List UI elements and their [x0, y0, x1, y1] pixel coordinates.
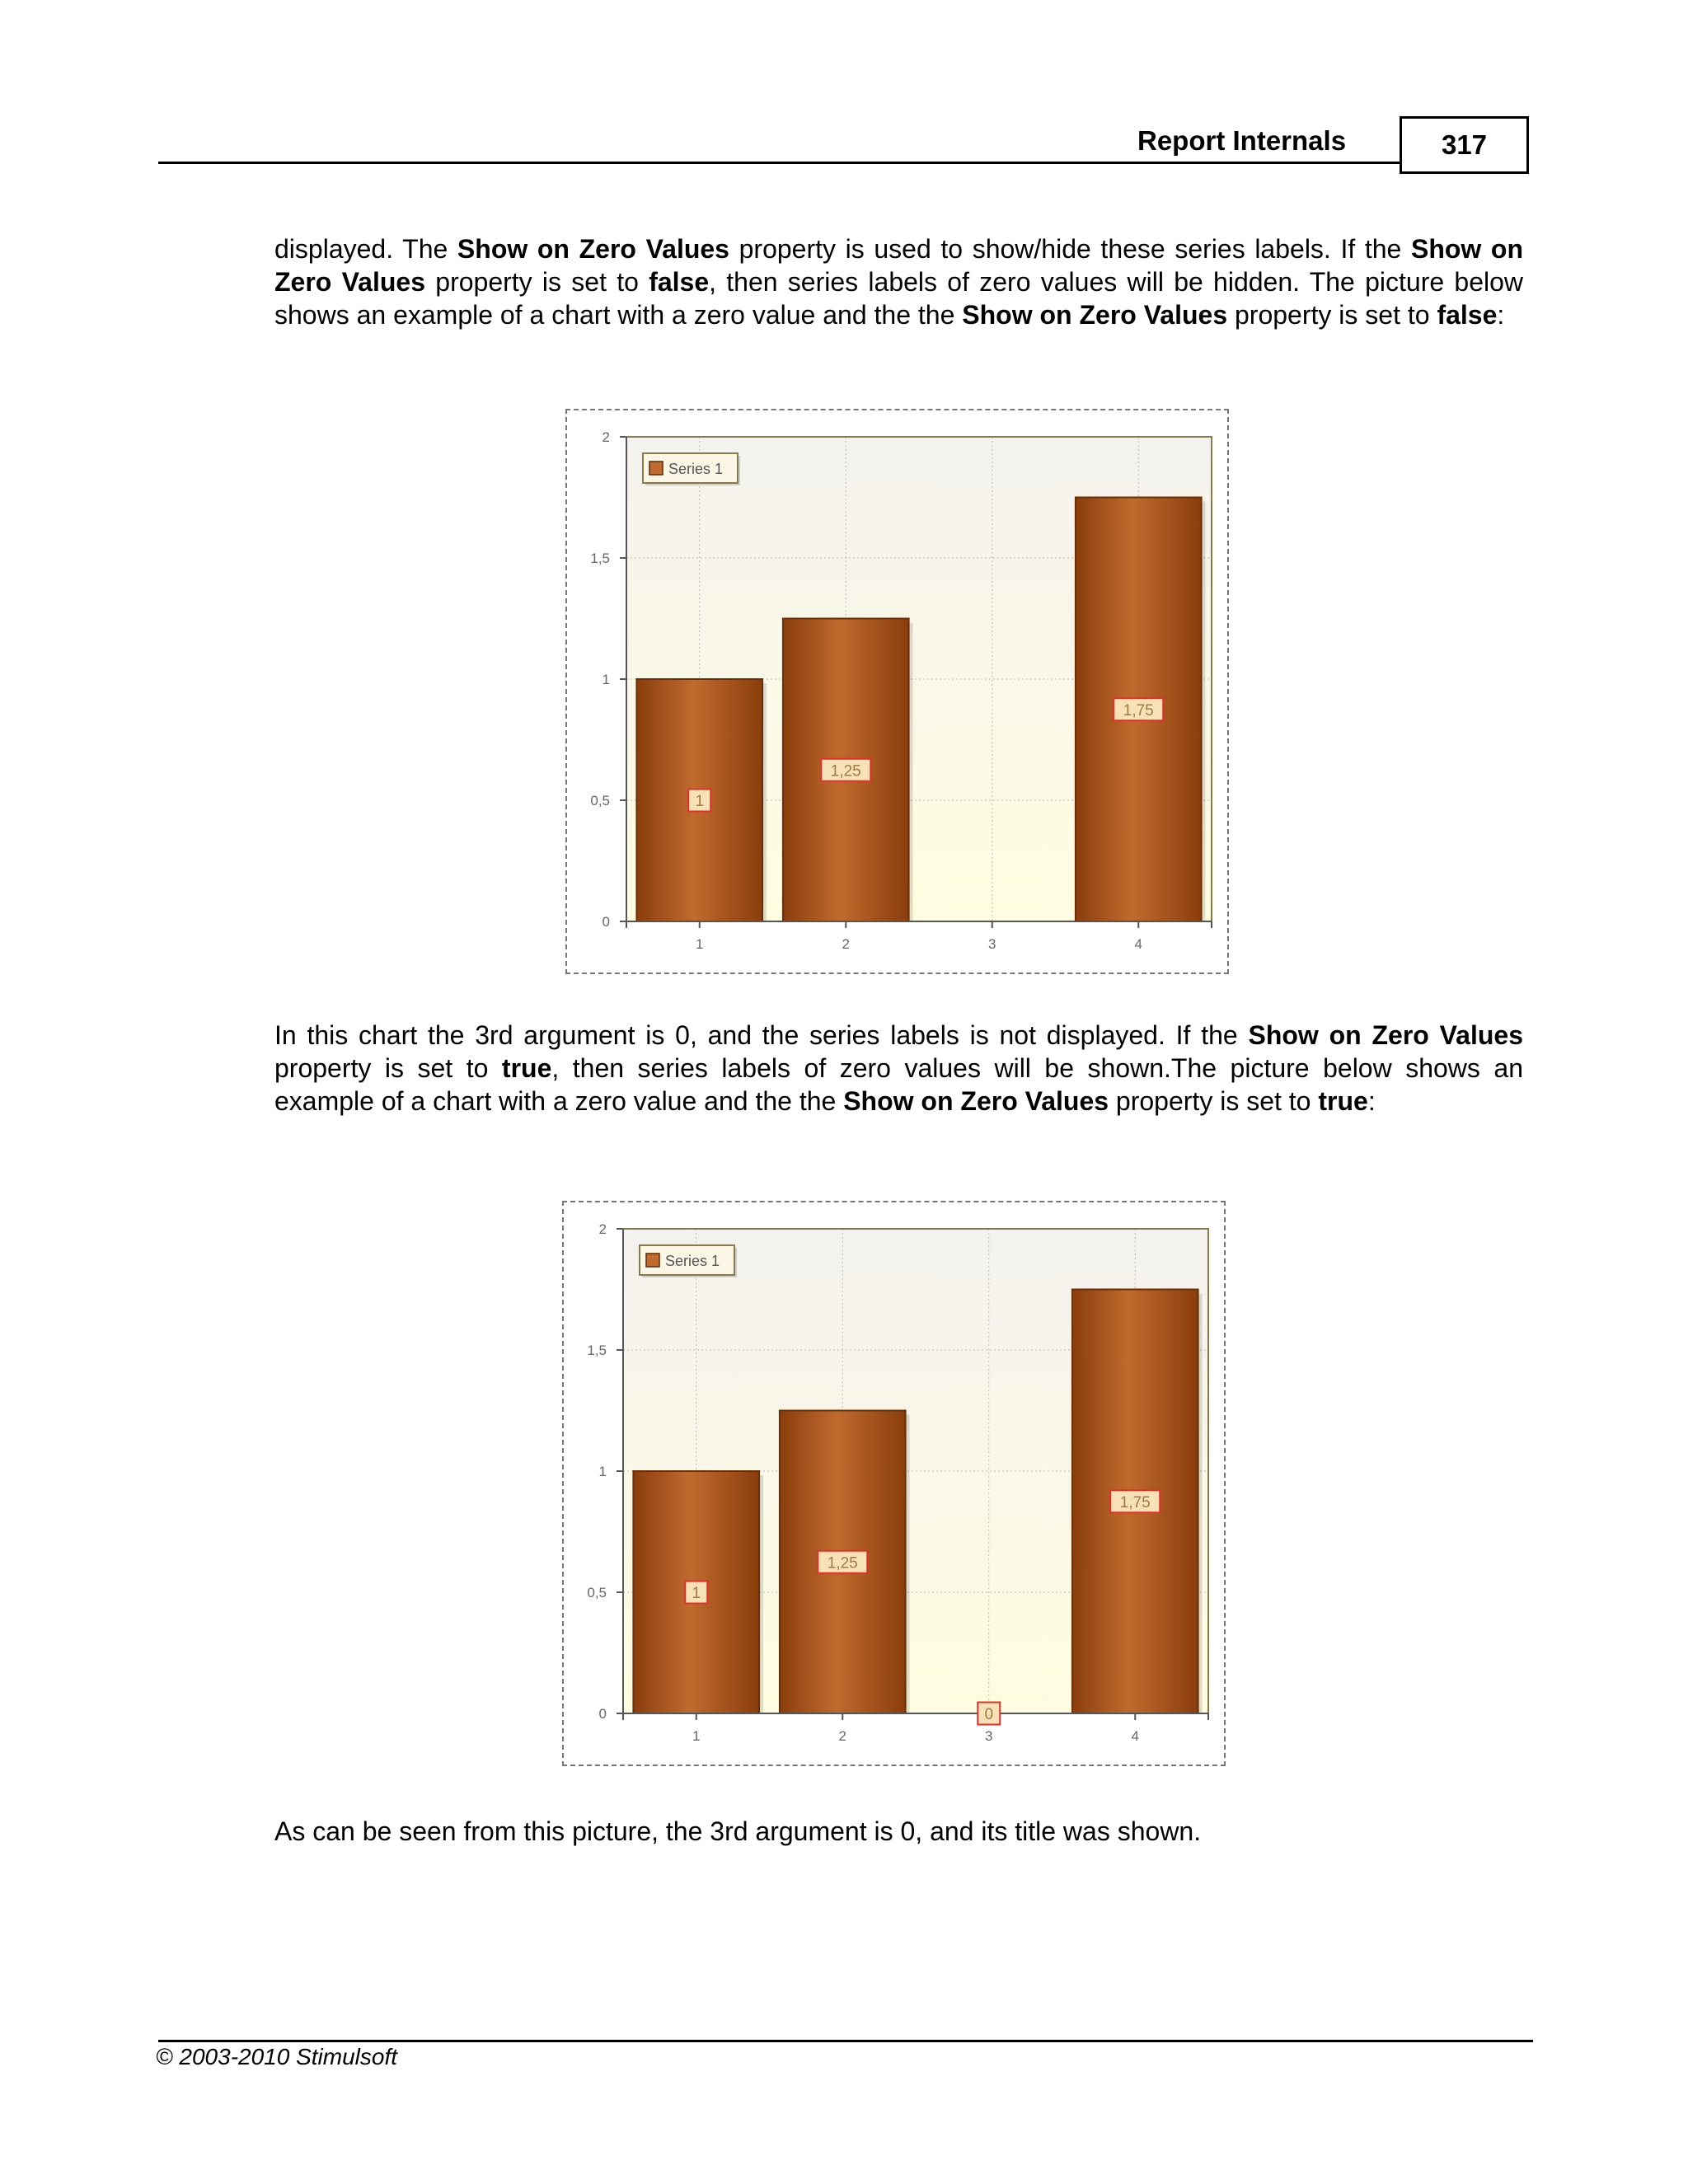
y-tick-label: 1,5: [590, 551, 610, 566]
value-label: 1,25: [827, 1554, 858, 1572]
p1-bold-3: false: [649, 267, 710, 297]
chart-hide-zero-values: [565, 409, 1229, 974]
chart-svg: [567, 410, 1227, 972]
legend-swatch: [649, 462, 663, 475]
p1-text-5: property is set to: [1227, 300, 1437, 330]
legend-label: Series 1: [668, 461, 724, 477]
x-tick-label: 3: [988, 936, 996, 952]
p1-bold-4: Show on Zero Values: [962, 300, 1228, 330]
value-label: 1: [692, 1585, 701, 1602]
value-label: 1: [695, 793, 705, 810]
x-tick-label: 2: [842, 936, 850, 952]
page-number: 317: [1441, 129, 1488, 160]
x-tick-label: 2: [838, 1728, 846, 1744]
y-tick-label: 0: [598, 1706, 607, 1722]
paragraph-2: [274, 1019, 1523, 1118]
chart-svg: [564, 1202, 1224, 1765]
y-tick-label: 2: [598, 1221, 607, 1237]
p1-bold-1: Show on Zero Values: [457, 234, 729, 264]
p2-text-3: , then series labels of zero values will be shown.The picture below shows an example of a chart with a zero value and the the: [274, 1053, 1524, 1116]
p1-bold-5: false: [1437, 300, 1498, 330]
header-rule: [158, 162, 1400, 164]
p2-bold-3: Show on Zero Values: [843, 1086, 1109, 1116]
p1-text-3: property is set to: [425, 267, 649, 297]
value-label: 1,75: [1119, 1493, 1151, 1511]
value-label: 1,75: [1123, 701, 1154, 719]
y-tick-label: 1: [598, 1464, 607, 1479]
p1-text-1: displayed. The: [274, 234, 457, 264]
p2-text-5: :: [1367, 1086, 1376, 1116]
value-label: 0: [984, 1706, 994, 1723]
legend-swatch: [646, 1254, 659, 1267]
x-tick-label: 1: [696, 936, 704, 952]
p2-text-4: property is set to: [1109, 1086, 1319, 1116]
y-tick-label: 2: [602, 429, 610, 445]
legend-label: Series 1: [665, 1253, 720, 1269]
chart-show-zero-values: [562, 1201, 1226, 1766]
paragraph-1: [274, 232, 1523, 331]
value-label: 1,25: [830, 762, 861, 780]
p1-text-2: property is used to show/hide these series labels. If the: [729, 234, 1411, 264]
p1-text-6: :: [1497, 300, 1505, 330]
y-tick-label: 0: [602, 914, 610, 930]
p2-text-2: property is set to: [274, 1053, 502, 1083]
x-tick-label: 1: [692, 1728, 701, 1744]
x-tick-label: 4: [1131, 1728, 1139, 1744]
y-tick-label: 1,5: [587, 1343, 607, 1358]
x-tick-label: 4: [1134, 936, 1142, 952]
y-tick-label: 0,5: [590, 793, 610, 808]
p2-bold-2: true: [501, 1053, 552, 1083]
paragraph-3: As can be seen from this picture, the 3rd argument is 0, and its title was shown.: [274, 1816, 1202, 1846]
x-tick-label: 3: [985, 1728, 993, 1744]
footer-rule: [158, 2040, 1533, 2042]
y-tick-label: 1: [602, 672, 610, 687]
page-number-box: [1400, 116, 1529, 174]
p2-bold-1: Show on Zero Values: [1248, 1020, 1524, 1050]
footer-copyright: © 2003-2010 Stimulsoft: [156, 2044, 398, 2069]
y-tick-label: 0,5: [587, 1585, 607, 1601]
header-section-title: Report Internals: [1137, 125, 1347, 156]
p1-text-4: , then series labels of zero values will be hidden. The picture below shows an example of a chart with a zero value and the the: [274, 267, 1524, 330]
p2-bold-4: true: [1318, 1086, 1368, 1116]
p2-text-1: In this chart the 3rd argument is 0, and the series labels is not displayed. If the: [274, 1020, 1249, 1050]
p1-bold-2: Show on Zero Values: [274, 234, 1524, 297]
